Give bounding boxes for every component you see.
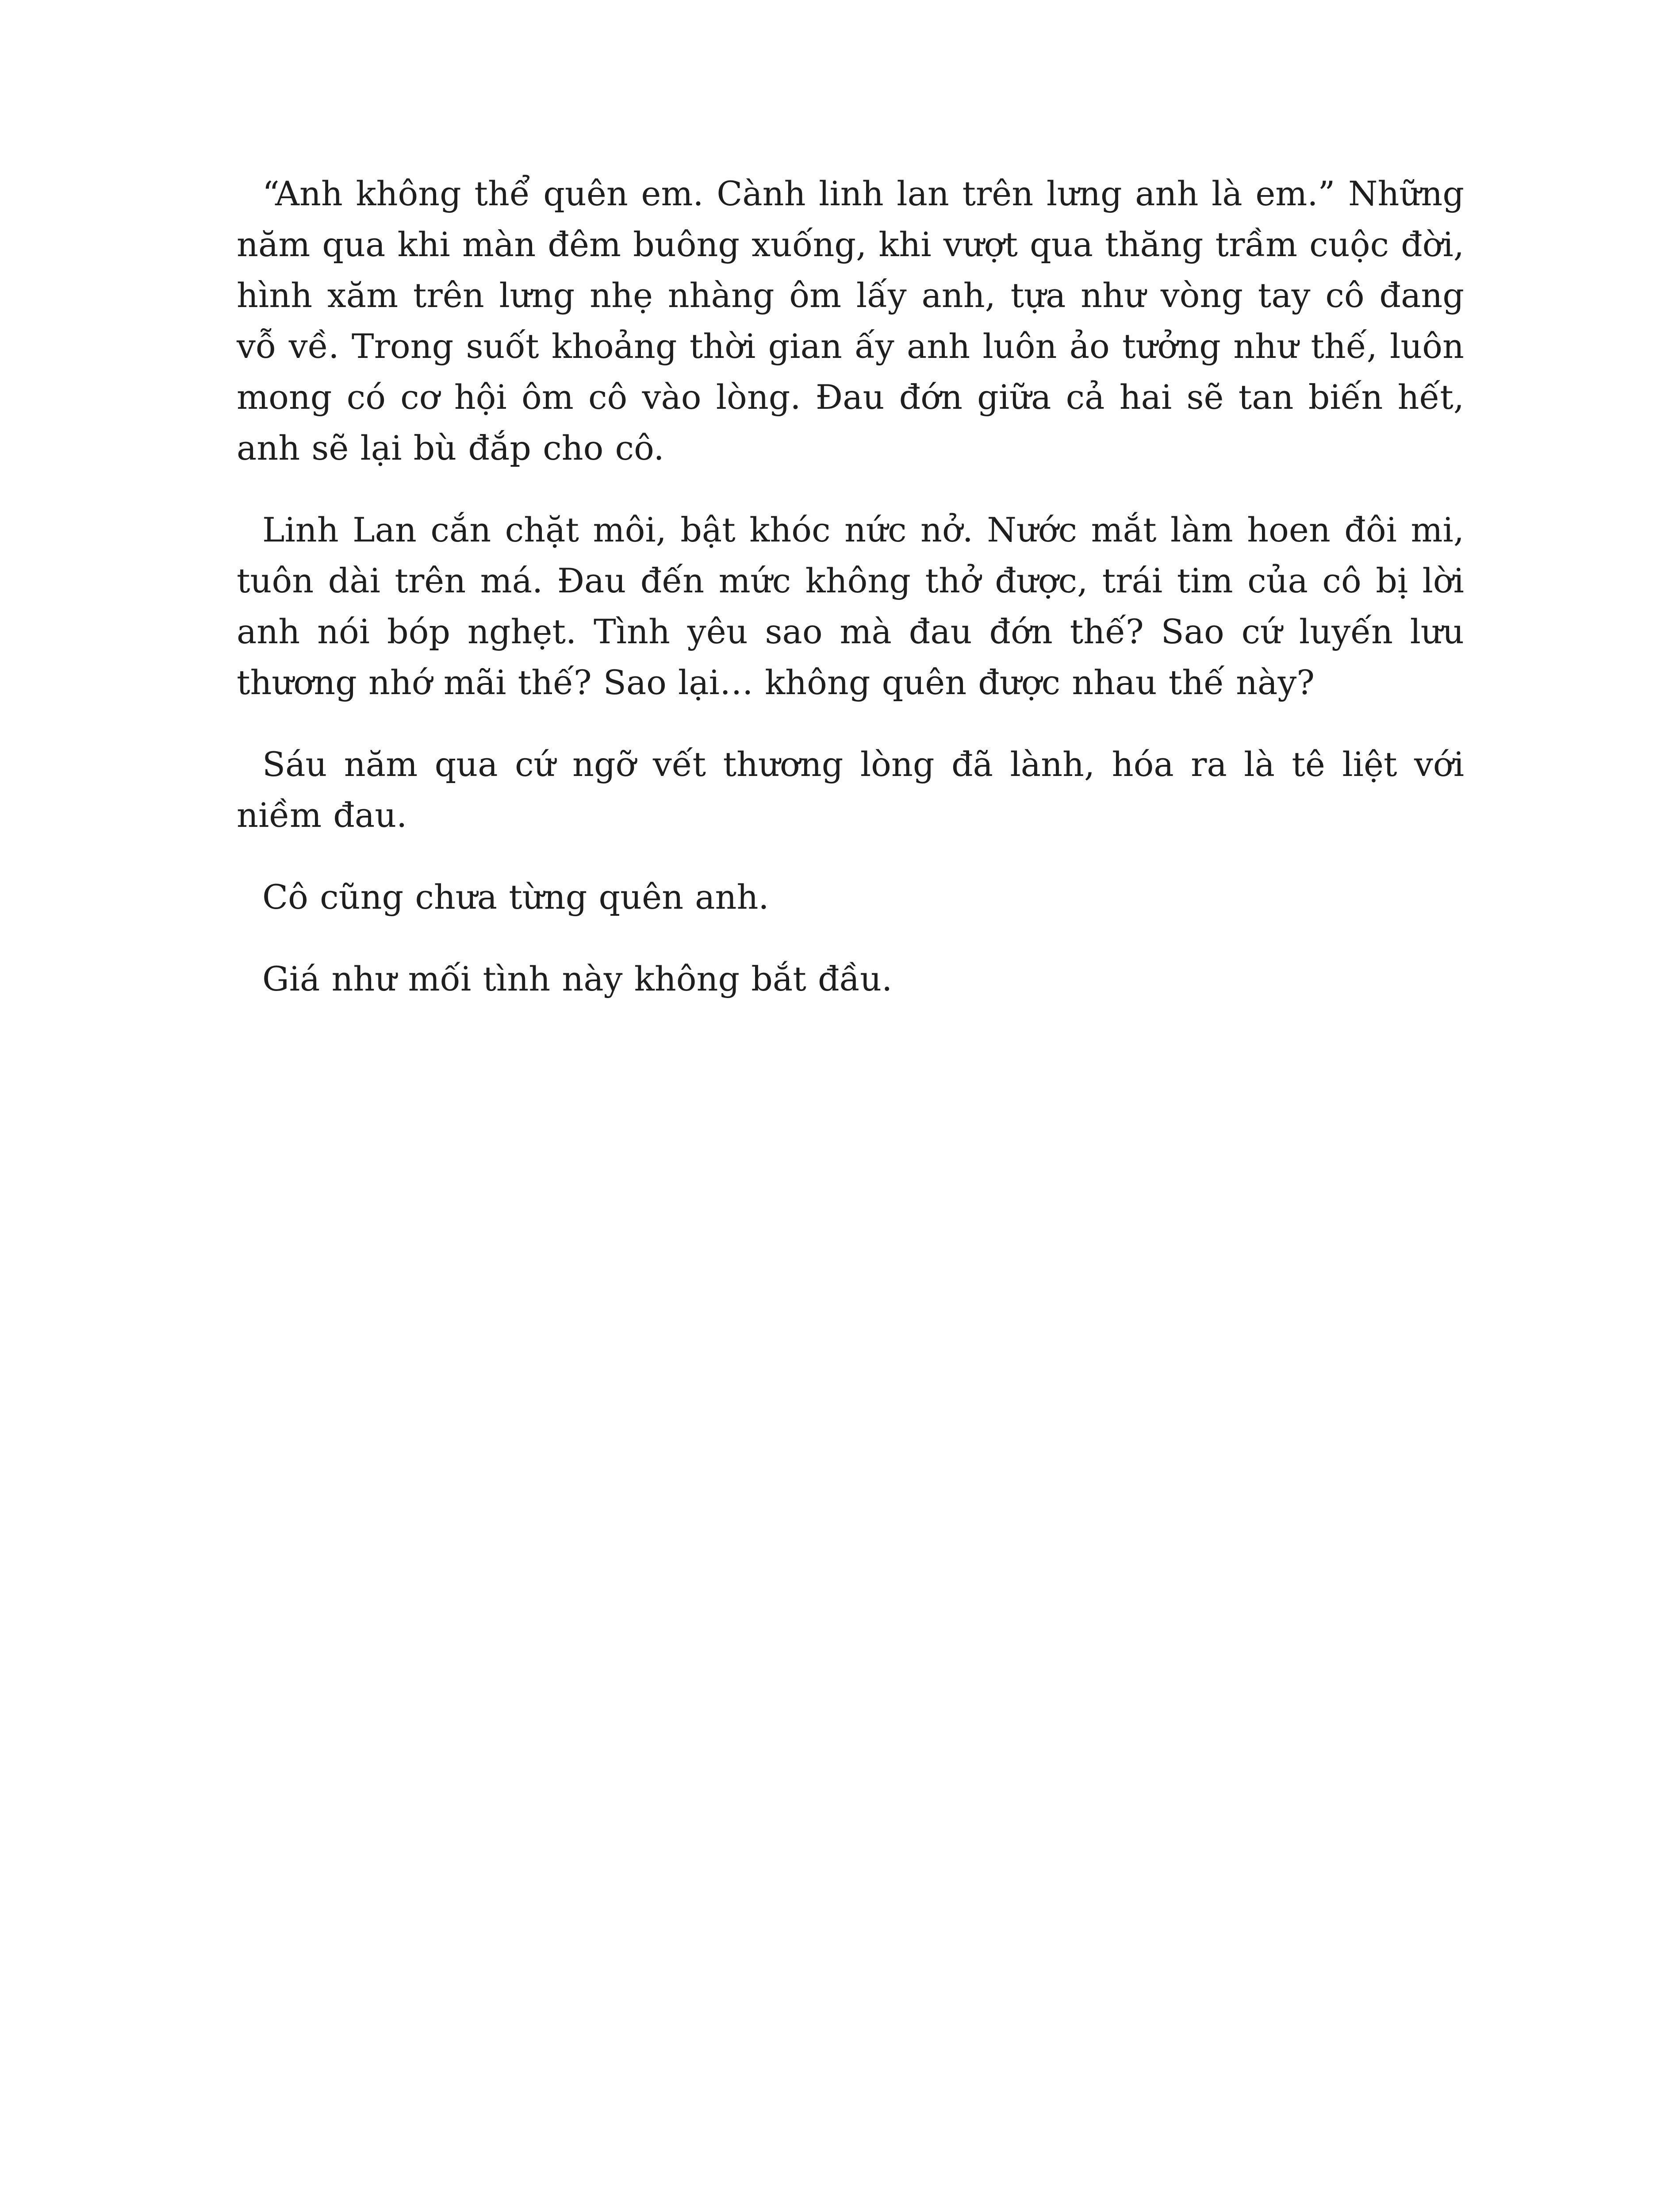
paragraph-4: Cô cũng chưa từng quên anh. (262, 877, 769, 917)
paragraph-1: “Anh không thể quên em. Cành linh lan trên lưng anh là em.” Những năm qua khi màn đêm buông xuống, khi vượt qua thăng trầm cuộc đời, hình xăm trên lưng nhẹ nhàng ôm lấy anh, tựa như vòng tay cô đang vỗ về. Trong suốt khoảng thời gian ấy anh luôn ảo tưởng như thế, luôn mong có cơ hội ôm cô vào lòng. Đau đớn giữa cả hai sẽ tan biến hết, anh sẽ lại bù đắp cho cô. (237, 174, 1464, 468)
body-text (237, 168, 1464, 1035)
paragraph-3: Sáu năm qua cứ ngỡ vết thương lòng đã lành, hóa ra là tê liệt với niềm đau. (237, 745, 1464, 835)
paragraph-5: Giá như mối tình này không bắt đầu. (262, 959, 893, 998)
paragraph-2: Linh Lan cắn chặt môi, bật khóc nức nở. Nước mắt làm hoen đôi mi, tuôn dài trên má. Đau đến mức không thở được, trái tim của cô bị lời anh nói bóp nghẹt. Tình yêu sao mà đau đớn thế? Sao cứ luyến lưu thương nhớ mãi thế? Sao lại… không quên được nhau thế này? (237, 510, 1464, 702)
